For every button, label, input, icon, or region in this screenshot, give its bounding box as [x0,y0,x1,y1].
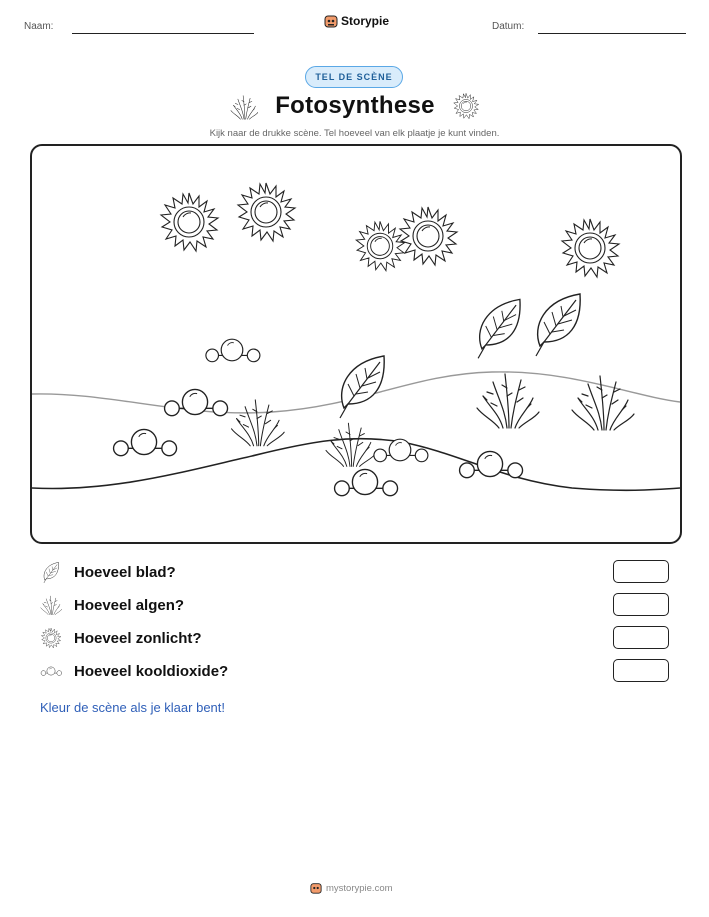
leaf-icon [340,356,384,418]
algae-icon [40,594,62,616]
co2-molecule-icon [374,439,428,462]
co2-molecule-icon [335,469,398,495]
algae-icon [477,374,539,428]
algae-icon [232,400,285,446]
question-label: Hoeveel kooldioxide? [74,662,229,680]
color-instruction: Kleur de scène als je klaar bent! [40,700,225,715]
sun-icon [452,92,480,120]
footer [310,882,393,894]
sun-icon [562,219,619,277]
algae-icon [572,376,634,430]
sun-icon [40,627,62,649]
question-row-algae [40,594,184,616]
algae-icon [326,423,376,466]
scene-illustration [32,146,680,542]
question-row-leaf [40,561,176,583]
mascot-icon [324,14,338,28]
sun-icon [400,207,457,265]
question-label: Hoeveel blad? [74,563,176,581]
page-title: Fotosynthese [275,92,435,119]
name-label: Naam: [24,21,54,32]
sun-icon [161,193,218,251]
leaf-icon [478,299,520,358]
answer-box-sun[interactable] [613,626,669,649]
sun-icon [238,183,295,241]
date-line[interactable] [538,33,686,34]
algae-icon [230,93,258,121]
co2-molecule-icon [206,339,260,362]
answer-box-algae[interactable] [613,593,669,616]
brand-logo [324,14,389,28]
leaf-icon [40,561,62,583]
question-row-co2 [40,660,228,682]
footer-url: mystorypie.com [326,882,393,894]
brand-name: Storypie [341,14,390,28]
scene-frame [30,144,682,544]
co2-molecule-icon [114,429,177,455]
co2-molecule-icon [165,389,228,415]
question-row-sun [40,627,202,649]
co2-molecule-icon [40,660,62,682]
answer-box-co2[interactable] [613,659,669,682]
question-label: Hoeveel algen? [74,596,185,614]
sun-icon [356,221,404,270]
answer-box-leaf[interactable] [613,560,669,583]
instructions: Kijk naar de drukke scène. Tel hoeveel van elk plaatje je kunt vinden. [209,128,500,139]
date-label: Datum: [492,21,525,32]
co2-molecule-icon [460,451,523,477]
name-line[interactable] [72,33,254,34]
leaf-icon [536,294,580,356]
tag-badge: TEL DE SCÈNE [305,66,403,88]
question-label: Hoeveel zonlicht? [74,629,202,647]
mascot-icon [310,882,322,894]
